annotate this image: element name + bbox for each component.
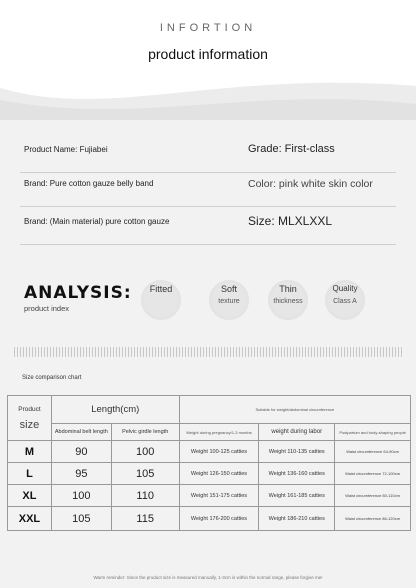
index-sub-soft: texture <box>218 298 240 305</box>
size-table <box>7 395 411 531</box>
page-title: product information <box>148 46 268 62</box>
pelvic-header: Pelvic girdle length <box>111 424 179 441</box>
table-row <box>8 507 411 531</box>
dotted-separator <box>14 347 402 357</box>
pelvic-cell: 100 <box>111 441 179 463</box>
weight-labor-cell: Weight 161-185 catties <box>259 485 335 507</box>
brand: Brand: Pure cotton gauze belly band <box>24 179 154 188</box>
size-chart-caption: Size comparison chart <box>22 375 82 381</box>
size-cell: XXL <box>8 507 52 531</box>
product-size-header <box>8 396 52 441</box>
info-row <box>20 204 396 244</box>
analysis-subtitle: product index <box>24 304 70 313</box>
waist-cell: Waist circumference 86-120cm <box>335 507 411 531</box>
abdominal-header: Abdominal belt length <box>51 424 111 441</box>
weight-pregnancy-header: Weight during pregnancy/1-3 months <box>179 424 259 441</box>
color: Color: pink white skin color <box>248 178 373 190</box>
weight-pregnancy-cell: Weight 100-125 catties <box>179 441 259 463</box>
size-cell: M <box>8 441 52 463</box>
weight-pregnancy-cell: Weight 126-150 catties <box>179 463 259 485</box>
index-sub-thin: thickness <box>273 298 303 305</box>
weight-labor-header: weight during labor <box>259 424 335 441</box>
index-label-thin: Thin <box>279 284 297 294</box>
weight-pregnancy-cell: Weight 176-200 catties <box>179 507 259 531</box>
pelvic-cell: 115 <box>111 507 179 531</box>
abdominal-cell: 90 <box>51 441 111 463</box>
abdominal-cell: 95 <box>51 463 111 485</box>
index-label-quality: Quality <box>332 284 358 293</box>
weight-labor-cell: Weight 110-135 catties <box>259 441 335 463</box>
index-label-fitted: Fitted <box>149 284 173 294</box>
table-row <box>8 485 411 507</box>
brand-title: INFORTION <box>159 22 257 34</box>
weight-pregnancy-cell: Weight 151-175 catties <box>179 485 259 507</box>
weight-labor-cell: Weight 186-210 catties <box>259 507 335 531</box>
size-cell: XL <box>8 485 52 507</box>
abdominal-cell: 105 <box>51 507 111 531</box>
info-row <box>20 166 396 206</box>
material: Brand: (Main material) pure cotton gauze <box>24 217 170 226</box>
product-name: Product Name: Fujiabei <box>24 145 108 154</box>
product-header: Product <box>18 405 41 413</box>
size-cell: L <box>8 463 52 485</box>
suitable-header: Suitable for weight/abdominal circumference <box>179 396 410 424</box>
weight-labor-cell: Weight 136-160 catties <box>259 463 335 485</box>
size-header: size <box>19 418 40 431</box>
length-header: Length(cm) <box>51 396 179 424</box>
divider <box>20 244 396 245</box>
abdominal-cell: 100 <box>51 485 111 507</box>
index-label-soft: Soft <box>220 284 237 294</box>
waist-cell: Waist circumference 72-100cm <box>335 463 411 485</box>
pelvic-cell: 105 <box>111 463 179 485</box>
postpartum-header: Postpartum and body-shaping people <box>335 424 411 441</box>
analysis-title: ANALYSIS: <box>24 283 132 303</box>
header-banner <box>0 0 416 120</box>
waist-cell: Waist circumference 64-90cm <box>335 441 411 463</box>
table-subheader-row <box>8 424 411 441</box>
pelvic-cell: 110 <box>111 485 179 507</box>
waist-cell: Waist circumference 80-110cm <box>335 485 411 507</box>
table-header-row <box>8 396 411 424</box>
grade: Grade: First-class <box>248 143 335 155</box>
size-list: Size: MLXLXXL <box>248 214 333 228</box>
index-sub-quality: Class A <box>333 298 357 305</box>
table-row <box>8 441 411 463</box>
warm-reminder: Warm reminder: Since the product size is measured manually, 1-3cm is within the normal range, please forgive me! <box>93 575 323 580</box>
table-row <box>8 463 411 485</box>
